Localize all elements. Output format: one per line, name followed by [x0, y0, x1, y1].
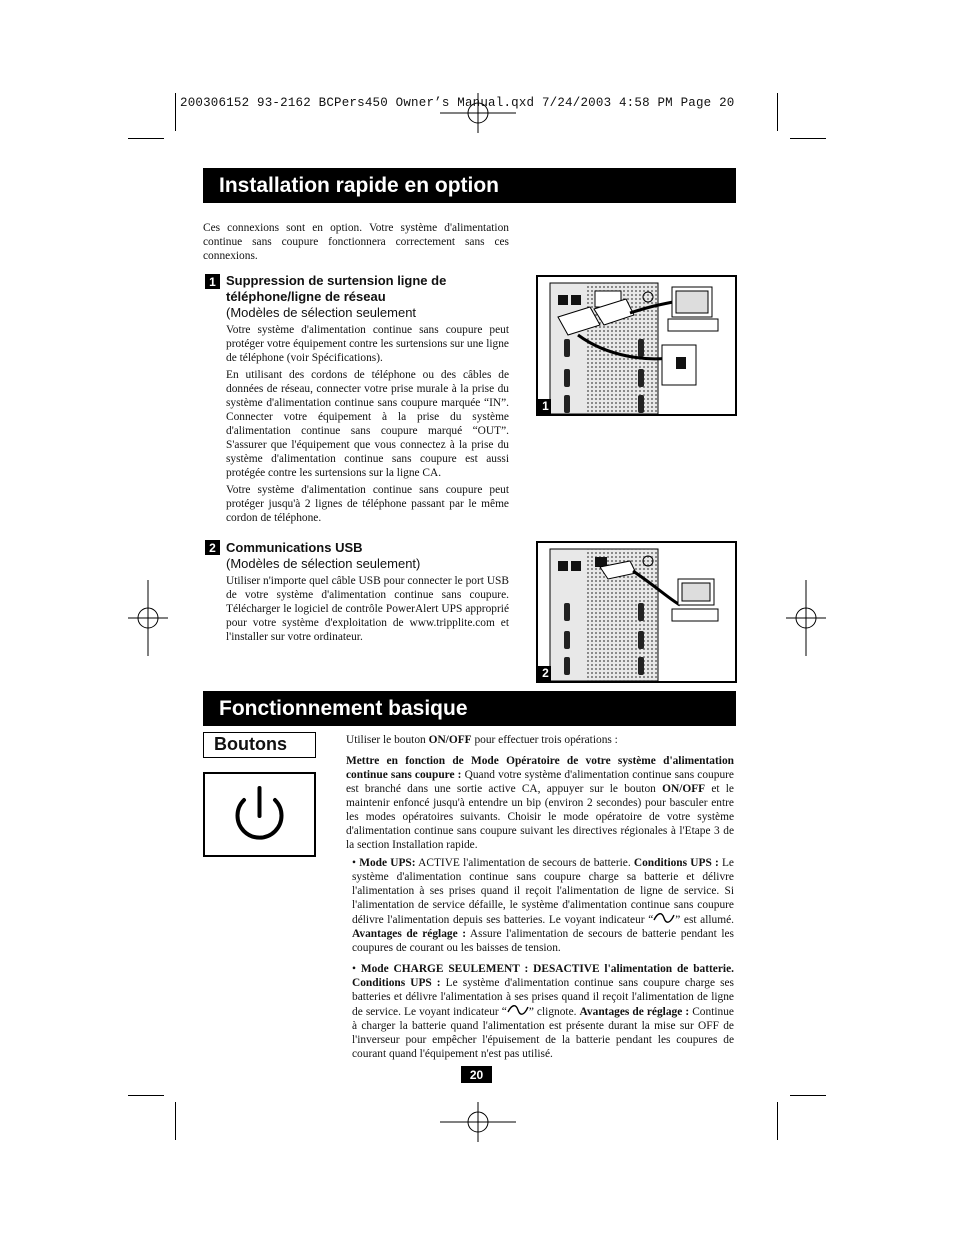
- step-2-heading: Communications USB: [226, 540, 363, 555]
- bullet-charge-only-mode: • Mode CHARGE SEULEMENT : DESACTIVE l'alimentation de batterie. Conditions UPS : Le système d'alimentation continue sans coupure charge ses batteries et délivre l'alimentation à ses prises quand il reçoit l'alimentation de ligne de service. Le voyant indicateur “ ” clignote. Avantages de réglage : Continue à charger la batterie quand l'alimentation est présente durant la mise sur OFF de l'inverseur pour empêcher l'épuisement de la batterie pendant les coupures de courant quand l'équipement n'est pas utilisé.: [352, 963, 734, 1060]
- figure-usb-connection: [536, 541, 737, 683]
- buttons-heading: Boutons: [214, 734, 287, 754]
- step-number-1: 1: [205, 274, 220, 289]
- sine-wave-icon: [507, 1004, 529, 1016]
- step-number-2: 2: [205, 540, 220, 555]
- step-2-paragraph: Utiliser n'importe quel câble USB pour connecter le port USB de votre système d'alimentation continue sans coupure. Télécharger le logiciel de contrôle PowerAlert UPS approprié pour votre système d'exploitation de www.tripplite.com et l'installer sur votre ordinateur.: [226, 575, 509, 643]
- step-2-heading-block: [226, 540, 516, 572]
- step-1-subheading: (Modèles de sélection seulement: [226, 305, 417, 320]
- registration-mark-right: [786, 580, 826, 656]
- figure-2-label: 2: [542, 666, 549, 680]
- ups-usb-illustration: [538, 543, 735, 681]
- page-number: 20: [461, 1066, 492, 1083]
- operation-lead: Utiliser le bouton ON/OFF pour effectuer trois opérations :: [346, 734, 618, 746]
- step-1-paragraph-3: Votre système d'alimentation continue sans coupure peut protéger jusqu'à 2 lignes de téléphone passant par le même cordon de téléphone.: [226, 484, 509, 524]
- bullet-ups-mode: • Mode UPS: ACTIVE l'alimentation de secours de batterie. Conditions UPS : Le système d'alimentation continue sans coupure charge sa batterie et délivre l'alimentation à ses prises quand il reçoit l'alimentation de ligne de service. Si l'alimentation de service défaille, le système d'alimentation continue sans coupure délivre l'alimentation depuis ses batteries. Le voyant indicateur “ ” est allumé. Avantages de réglage : Assure l'alimentation de secours de batterie pendant les coupures de courant ou les baisses de tension.: [352, 857, 734, 954]
- crop-mark: [777, 1102, 778, 1140]
- registration-mark-bottom: [440, 1102, 516, 1142]
- step-1-paragraph-1: Votre système d'alimentation continue sans coupure peut protéger votre équipement contre les surtensions sur une ligne de téléphone (voir Spécifications).: [226, 324, 509, 364]
- step-1-paragraph-2: En utilisant des cordons de téléphone ou des câbles de données de réseau, connecter votre prise murale à la prise du système d'alimentation continue sans coupure marquée “IN”. Connecter votre équipement à la prise du système d'alimentation continue sans coupure marqué “OUT”. S'assurer que l'équipement que vous connectez à la prise du système d'alimentation continue sans coupure est aussi protégée contre les surtensions sur la ligne CA.: [226, 369, 509, 479]
- crop-mark: [175, 93, 176, 131]
- file-header: 200306152 93-2162 BCPers450 Owner’s Manual.qxd 7/24/2003 4:58 PM Page 20: [180, 96, 735, 110]
- operation-mode-paragraph: Mettre en fonction de Mode Opératoire de votre système d'alimentation continue sans coupure : Quand votre système d'alimentation continue sans coupure est branché dans une sortie active CA, appuyer sur le bouton ON/OFF et le maintenir enfoncé jusqu'à entendre un bip (environ 2 secondes) pour basculer entre les modes opératoires suivants. Choisir le mode opératoire de votre système d'alimentation continue sans coupure suivant les directives régionales à l'Etape 3 de la section Installation rapide.: [346, 755, 734, 851]
- crop-mark: [128, 1095, 164, 1096]
- registration-mark-left: [128, 580, 168, 656]
- figure-1-label: 1: [542, 399, 549, 413]
- bullet-mark: •: [352, 857, 356, 869]
- intro-paragraph: Ces connexions sont en option. Votre système d'alimentation continue sans coupure fonctionnera correctement sans ces connexions.: [203, 222, 509, 262]
- figure-phone-connection: [536, 275, 737, 416]
- crop-mark: [175, 1102, 176, 1140]
- sine-wave-icon: [653, 912, 675, 924]
- power-button-illustration: [203, 772, 316, 857]
- power-icon: [205, 774, 314, 855]
- section-title-installation: Installation rapide en option: [203, 168, 736, 203]
- crop-mark: [128, 138, 164, 139]
- section-title-operation: Fonctionnement basique: [203, 691, 736, 726]
- crop-mark: [777, 93, 778, 131]
- crop-mark: [790, 138, 826, 139]
- step-1-heading-block: [226, 273, 516, 321]
- crop-mark: [790, 1095, 826, 1096]
- on-off-label: ON/OFF: [428, 734, 472, 746]
- bullet-mark: •: [352, 963, 356, 975]
- buttons-heading-box: [203, 732, 316, 758]
- step-2-subheading: (Modèles de sélection seulement): [226, 556, 421, 571]
- ups-phone-illustration: [538, 277, 735, 414]
- step-1-heading: Suppression de surtension ligne de téléphone/ligne de réseau: [226, 273, 447, 304]
